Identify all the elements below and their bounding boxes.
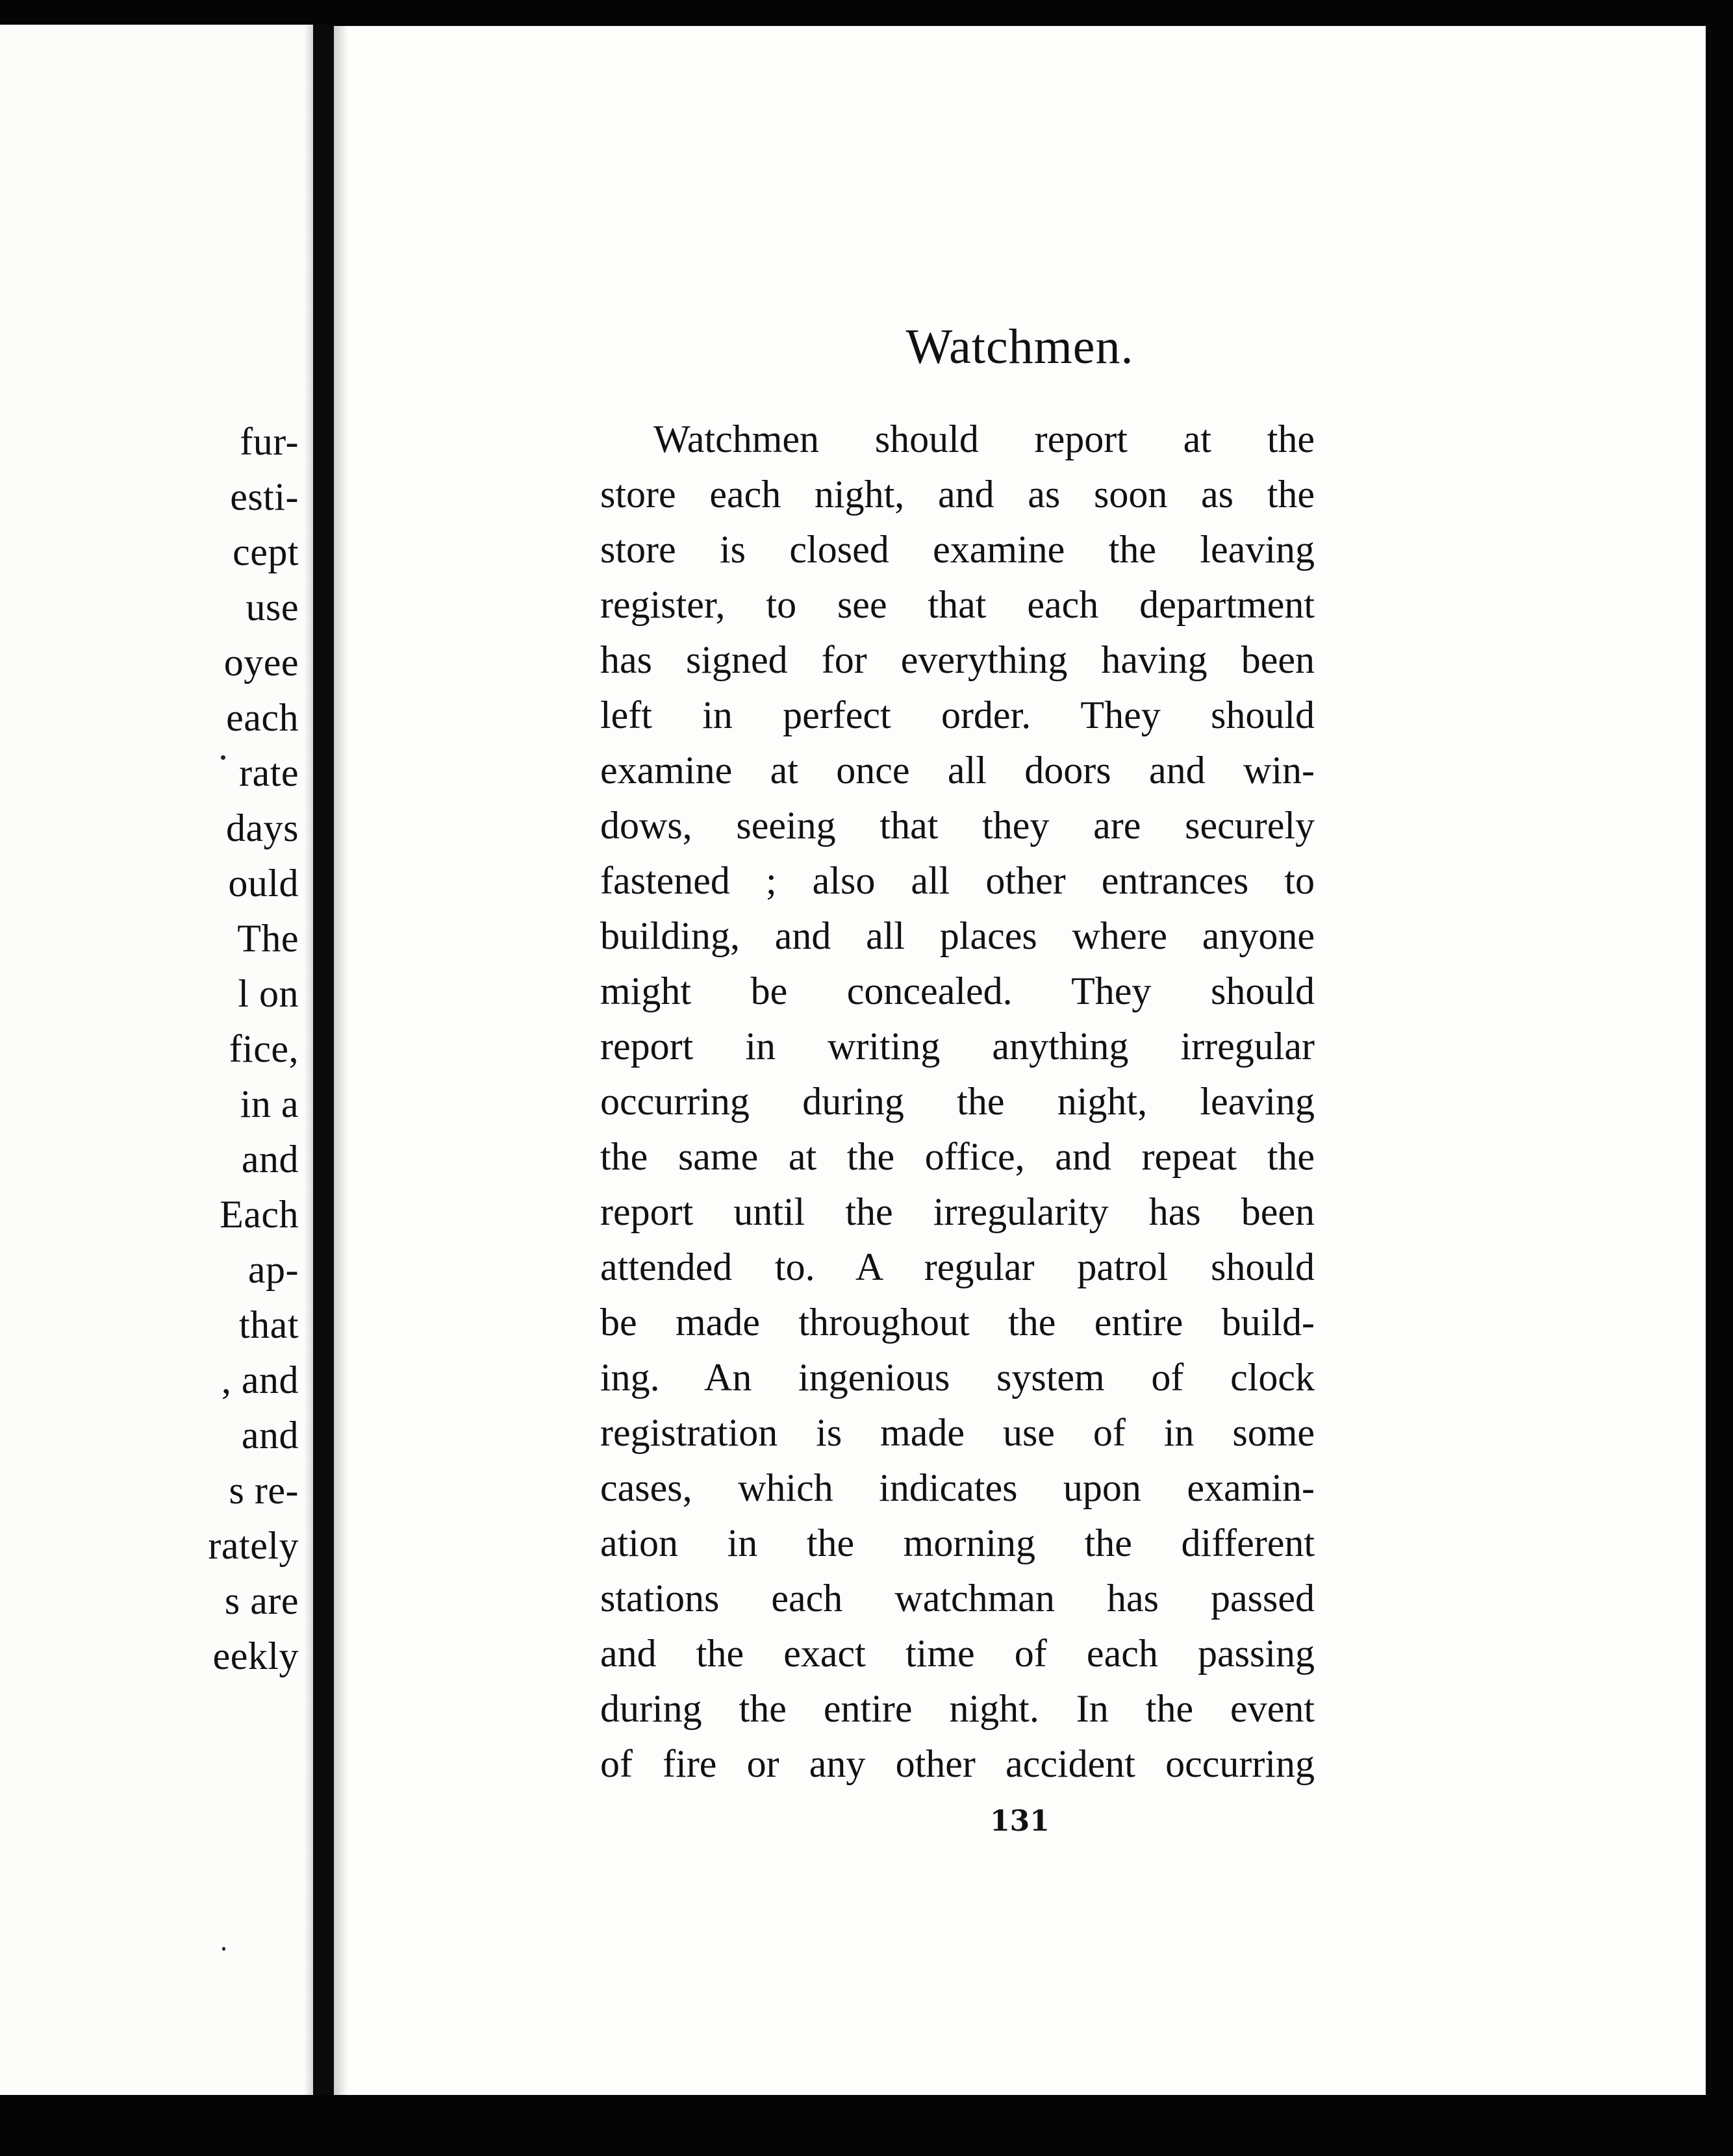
- left-line: fur-: [240, 420, 299, 463]
- body-text: [600, 412, 1315, 1792]
- text-line: the same at the office, and repeat the: [600, 1135, 1315, 1178]
- text-line: report until the irregularity has been: [600, 1190, 1315, 1233]
- text-line: of fire or any other accident occurring: [600, 1742, 1315, 1785]
- left-line: and: [241, 1138, 299, 1181]
- book-spine: [313, 25, 334, 2095]
- left-line: l on: [238, 972, 299, 1015]
- right-page: [334, 26, 1706, 2095]
- scan-speck: [221, 755, 225, 760]
- text-line: attended to. A regular patrol should: [600, 1246, 1315, 1288]
- left-line: esti-: [230, 475, 299, 518]
- left-facing-page: [0, 25, 313, 2095]
- left-line: ould: [228, 862, 299, 905]
- left-line: rate: [239, 751, 299, 794]
- text-line: report in writing anything irregular: [600, 1025, 1315, 1068]
- scan-speck: [222, 1947, 225, 1951]
- text-line: building, and all places where anyone: [600, 914, 1315, 957]
- left-page-text: [104, 414, 299, 1684]
- text-line: Watchmen should report at the: [653, 418, 1315, 460]
- left-line: The: [237, 917, 299, 960]
- text-line: ation in the morning the different: [600, 1522, 1315, 1564]
- left-line: each: [226, 696, 299, 739]
- text-line: store each night, and as soon as the: [600, 473, 1315, 516]
- section-heading: Watchmen.: [905, 320, 1134, 374]
- left-line: that: [239, 1303, 299, 1346]
- left-line: in a: [240, 1083, 299, 1125]
- text-line: during the entire night. In the event: [600, 1687, 1315, 1730]
- text-line: has signed for everything having been: [600, 638, 1315, 681]
- text-line: cases, which indicates upon examin-: [600, 1466, 1315, 1509]
- text-line: and the exact time of each passing: [600, 1632, 1315, 1675]
- left-line: Each: [220, 1193, 299, 1236]
- text-line: fastened ; also all other entrances to: [600, 859, 1315, 902]
- left-line: rately: [208, 1524, 299, 1567]
- left-line: , and: [221, 1359, 299, 1401]
- left-line: eekly: [212, 1635, 299, 1677]
- text-line: registration is made use of in some: [600, 1411, 1315, 1454]
- gutter-shadow: [304, 25, 313, 2095]
- text-line: examine at once all doors and win-: [600, 749, 1315, 792]
- text-line: register, to see that each department: [600, 583, 1315, 626]
- text-line: occurring during the night, leaving: [600, 1080, 1315, 1123]
- text-line: store is closed examine the leaving: [600, 528, 1315, 571]
- left-line: ap-: [247, 1248, 299, 1291]
- scan-border: [1706, 0, 1733, 2156]
- left-line: days: [226, 807, 299, 849]
- left-line: s are: [224, 1579, 299, 1622]
- left-line: and: [241, 1414, 299, 1457]
- left-line: cept: [233, 531, 299, 573]
- left-line: s re-: [229, 1469, 299, 1512]
- text-line: ing. An ingenious system of clock: [600, 1356, 1315, 1399]
- text-line: might be concealed. They should: [600, 970, 1315, 1012]
- left-line: fice,: [229, 1027, 299, 1070]
- page-number: 131: [990, 1805, 1050, 1838]
- left-line: oyee: [223, 641, 299, 684]
- text-line: dows, seeing that they are securely: [600, 804, 1315, 847]
- text-line: stations each watchman has passed: [600, 1577, 1315, 1620]
- text-line: be made throughout the entire build-: [600, 1301, 1315, 1344]
- text-line: left in perfect order. They should: [600, 694, 1315, 736]
- left-line: use: [246, 586, 299, 629]
